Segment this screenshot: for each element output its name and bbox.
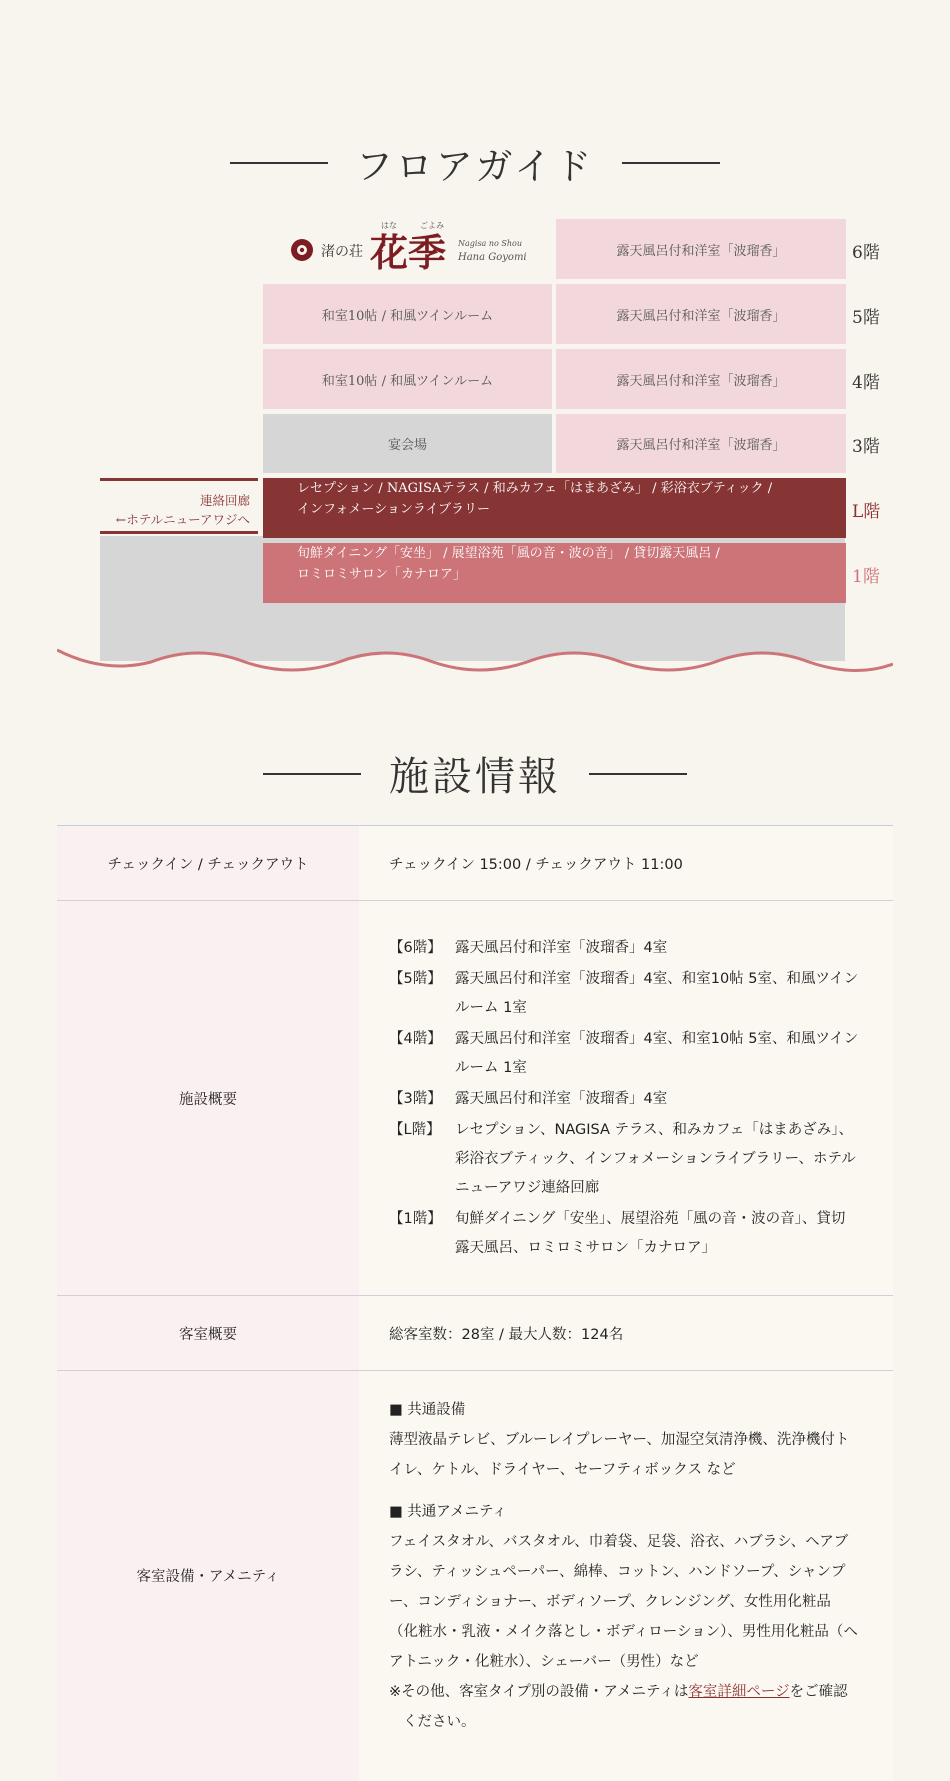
checkin-value: チェックイン 15:00 / チェックアウト 11:00 bbox=[359, 826, 893, 901]
floor1-line1: 旬鮮ダイニング「安坐」 / 展望浴苑「風の音・波の音」 / 貸切露天風呂 / bbox=[297, 546, 720, 561]
floor4-left-label: 和室10帖 / 和風ツインルーム bbox=[321, 373, 494, 389]
logo-ruby-left: はな bbox=[381, 221, 397, 230]
floor3-right-label: 露天風呂付和洋室「波瑠香」 bbox=[616, 438, 786, 453]
floor4-label: 4階 bbox=[852, 373, 880, 393]
floorL-line2: インフォメーションライブラリー bbox=[297, 502, 491, 517]
floor5-label: 5階 bbox=[852, 308, 880, 328]
floor4-left bbox=[263, 349, 552, 409]
floor5-left bbox=[263, 284, 552, 344]
floor3-right bbox=[556, 414, 846, 473]
overview-item: 【L階】 レセプション、NAGISA テラス、和みカフェ「はまあざみ」、彩浴衣ブティック、インフォメーションライブラリー、ホテルニューアワジ連絡回廊 bbox=[389, 1121, 856, 1196]
overview-item: 【1階】 旬鮮ダイニング「安坐」、展望浴苑「風の音・波の音」、貸切露天風呂、ロミロミサロン「カナロア」 bbox=[389, 1210, 846, 1256]
row-rooms bbox=[57, 1296, 893, 1371]
overview-item: 【5階】 露天風呂付和洋室「波瑠香」4室、和室10帖 5室、和風ツインルーム 1室 bbox=[389, 970, 859, 1016]
heading-rule-right bbox=[589, 773, 687, 775]
amenity-note-pre: ※その他、客室タイプ別の設備・アメニティは bbox=[389, 1684, 689, 1700]
floor3-left bbox=[263, 414, 552, 473]
overview-item: 【4階】 露天風呂付和洋室「波瑠香」4室、和室10帖 5室、和風ツインルーム 1室 bbox=[389, 1030, 859, 1076]
floor5-right bbox=[556, 284, 846, 344]
floor4-right bbox=[556, 349, 846, 409]
floor-guide-title: フロアガイド bbox=[355, 145, 595, 188]
overview-item: 【6階】 露天風呂付和洋室「波瑠香」4室 bbox=[389, 939, 668, 956]
corridor-line1: 連絡回廊 bbox=[199, 493, 250, 508]
amenity-note-post: をご確認ください。 bbox=[403, 1684, 848, 1730]
hana-goyomi-logo bbox=[288, 216, 550, 276]
row-checkin bbox=[57, 826, 893, 901]
floorL-label: L階 bbox=[852, 502, 881, 522]
facility-table bbox=[57, 825, 893, 1781]
floor3-left-label: 宴会場 bbox=[387, 438, 427, 453]
floor5-right-label: 露天風呂付和洋室「波瑠香」 bbox=[616, 308, 786, 324]
amenity-equipment-text: 薄型液晶テレビ、ブルーレイプレーヤー、加湿空気清浄機、洗浄機付トイレ、ケトル、ドライヤー、セーフティボックス など bbox=[389, 1432, 850, 1478]
facility-heading bbox=[0, 745, 950, 802]
logo-ruby-right: ごよみ bbox=[420, 221, 444, 230]
amenity-value bbox=[359, 1371, 893, 1781]
amenity-label: 客室設備・アメニティ bbox=[57, 1371, 359, 1781]
row-overview bbox=[57, 901, 893, 1296]
floor1-label: 1階 bbox=[852, 567, 880, 587]
rooms-label: 客室概要 bbox=[57, 1296, 359, 1371]
floor1-block bbox=[263, 543, 846, 603]
overview-value bbox=[359, 901, 893, 1296]
room-detail-link[interactable]: 客室詳細ページ bbox=[688, 1684, 790, 1700]
corridor-label bbox=[100, 478, 258, 534]
amenity-heading-amenity: ■ 共通アメニティ bbox=[389, 1504, 507, 1520]
overview-item: 【3階】 露天風呂付和洋室「波瑠香」4室 bbox=[389, 1090, 668, 1107]
floor-guide-heading bbox=[0, 136, 950, 190]
checkin-label: チェックイン / チェックアウト bbox=[57, 826, 359, 901]
amenity-heading-equipment: ■ 共通設備 bbox=[389, 1402, 466, 1418]
floor6-right bbox=[556, 219, 846, 279]
amenity-note bbox=[389, 1677, 859, 1737]
floor3-label: 3階 bbox=[852, 437, 880, 457]
floor1-line2: ロミロミサロン「カナロア」 bbox=[297, 567, 467, 582]
heading-rule-right bbox=[622, 162, 720, 164]
floor5-left-label: 和室10帖 / 和風ツインルーム bbox=[321, 308, 494, 324]
logo-brand-small: 渚の荘 bbox=[321, 244, 363, 260]
floor4-right-label: 露天風呂付和洋室「波瑠香」 bbox=[616, 373, 786, 389]
floorL-line1: レセプション / NAGISAテラス / 和みカフェ「はまあざみ」 / 彩浴衣ブティック / bbox=[297, 481, 773, 496]
logo-latin-1: Nagisa no Shou bbox=[458, 239, 522, 248]
floor6-label: 6階 bbox=[852, 243, 880, 263]
corridor-line2: ←ホテルニューアワジへ bbox=[115, 512, 250, 527]
row-amenity bbox=[57, 1371, 893, 1781]
rooms-value: 総客室数：28室 / 最大人数：124名 bbox=[359, 1296, 893, 1371]
floorL-block bbox=[263, 478, 846, 538]
overview-label: 施設概要 bbox=[57, 901, 359, 1296]
heading-rule-left bbox=[263, 773, 361, 775]
heading-rule-left bbox=[230, 162, 328, 164]
floor6-right-label: 露天風呂付和洋室「波瑠香」 bbox=[616, 243, 786, 259]
flower-crest-icon bbox=[291, 239, 313, 261]
wave-decoration bbox=[57, 640, 893, 680]
facility-title: 施設情報 bbox=[389, 754, 561, 800]
amenity-amenity-text: フェイスタオル、バスタオル、巾着袋、足袋、浴衣、ハブラシ、ヘアブラシ、ティッシュペーパー、綿棒、コットン、ハンドソープ、シャンプー、コンディショナー、ボディソープ、クレンジング、女性用化粧品（化粧水・乳液・メイク落とし・ボディローション）、男性用化粧品（ヘアトニック・化粧水）、シェーバー（男性）など bbox=[389, 1534, 858, 1670]
logo-latin-2: Hana Goyomi bbox=[458, 252, 527, 263]
logo-brand-main: 花季 bbox=[370, 230, 447, 275]
